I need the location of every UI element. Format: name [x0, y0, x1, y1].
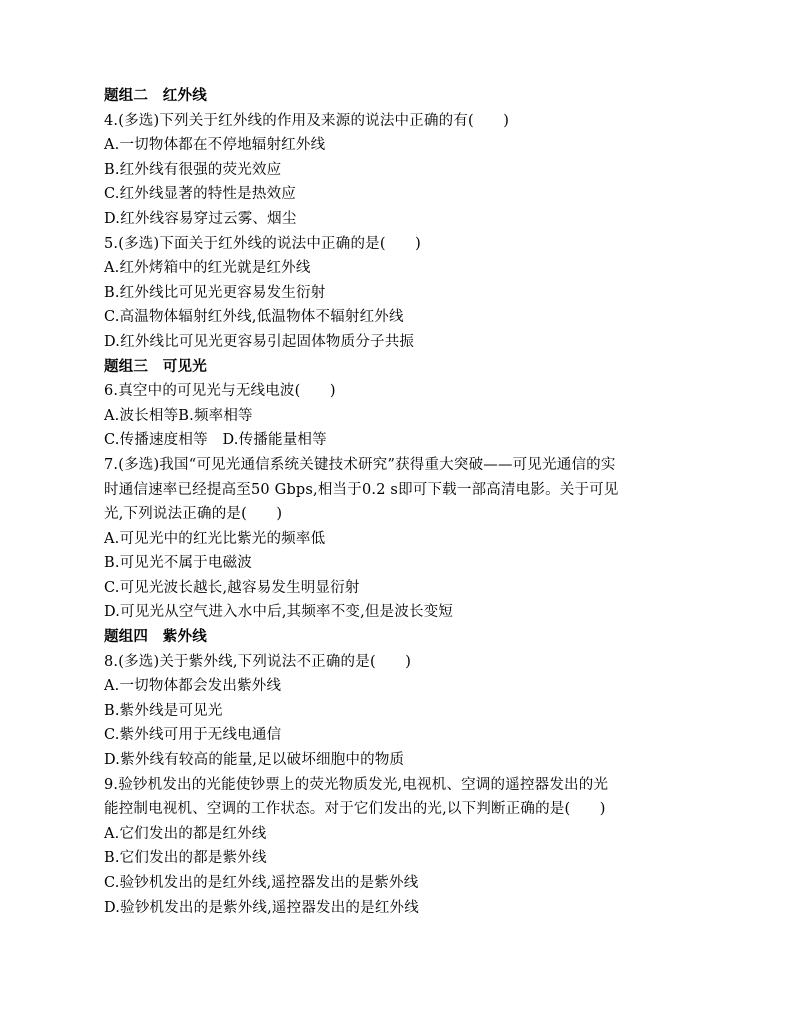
question-8-option-a: A.一切物体都会发出紫外线	[104, 678, 282, 695]
question-4-option-a: A.一切物体都在不停地辐射红外线	[104, 137, 326, 154]
question-9-option-b: B.它们发出的都是紫外线	[104, 850, 267, 867]
question-8-option-c: C.紫外线可用于无线电通信	[104, 727, 282, 744]
question-4-option-b: B.红外线有很强的荧光效应	[104, 161, 282, 178]
question-7-stem-line-1: 7.(多选)我国“可见光通信系统关键技术研究”获得重大突破——可见光通信的实	[104, 456, 616, 473]
question-7-stem-line-2: 时通信速率已经提高至50 Gbps,相当于0.2 s即可下载一部高清电影。关于可见	[104, 481, 619, 498]
question-8-option-d: D.紫外线有较高的能量,足以破坏细胞中的物质	[104, 752, 405, 769]
question-5-option-a: A.红外烤箱中的红光就是红外线	[104, 260, 311, 277]
question-5-option-c: C.高温物体辐射红外线,低温物体不辐射红外线	[104, 309, 404, 326]
question-6-option-cd: C.传播速度相等 D.传播能量相等	[104, 432, 327, 449]
question-7-option-a: A.可见光中的红光比紫光的频率低	[104, 530, 326, 547]
question-8-option-b: B.紫外线是可见光	[104, 702, 223, 719]
question-4-stem: 4.(多选)下列关于红外线的作用及来源的说法中正确的有( )	[104, 112, 510, 129]
section-heading-ultraviolet: 题组四 紫外线	[104, 629, 207, 646]
question-6-stem: 6.真空中的可见光与无线电波( )	[104, 383, 336, 400]
question-5-stem: 5.(多选)下面关于红外线的说法中正确的是( )	[104, 235, 421, 252]
question-4-option-c: C.红外线显著的特性是热效应	[104, 186, 296, 203]
question-6-option-ab: A.波长相等B.频率相等	[104, 407, 253, 424]
question-7-option-b: B.可见光不属于电磁波	[104, 555, 252, 572]
question-5-option-b: B.红外线比可见光更容易发生衍射	[104, 284, 326, 301]
section-heading-visible-light: 题组三 可见光	[104, 358, 207, 375]
question-7-option-d: D.可见光从空气进入水中后,其频率不变,但是波长变短	[104, 604, 454, 621]
question-5-option-d: D.红外线比可见光更容易引起固体物质分子共振	[104, 333, 415, 350]
question-9-stem-line-1: 9.验钞机发出的光能使钞票上的荧光物质发光,电视机、空调的遥控器发出的光	[104, 776, 609, 793]
question-4-option-d: D.红外线容易穿过云雾、烟尘	[104, 210, 297, 227]
question-7-stem-line-3: 光,下列说法正确的是( )	[104, 506, 283, 523]
question-9-stem-line-2: 能控制电视机、空调的工作状态。对于它们发出的光,以下判断正确的是( )	[104, 801, 606, 818]
question-9-option-c: C.验钞机发出的是红外线,遥控器发出的是紫外线	[104, 875, 419, 891]
question-8-stem: 8.(多选)关于紫外线,下列说法不正确的是( )	[104, 653, 412, 670]
section-heading-infrared: 题组二 红外线	[104, 88, 207, 104]
question-9-option-d: D.验钞机发出的是紫外线,遥控器发出的是红外线	[104, 899, 419, 916]
worksheet-page	[104, 84, 704, 920]
question-7-option-c: C.可见光波长越长,越容易发生明显衍射	[104, 579, 360, 596]
question-9-option-a: A.它们发出的都是红外线	[104, 825, 267, 842]
